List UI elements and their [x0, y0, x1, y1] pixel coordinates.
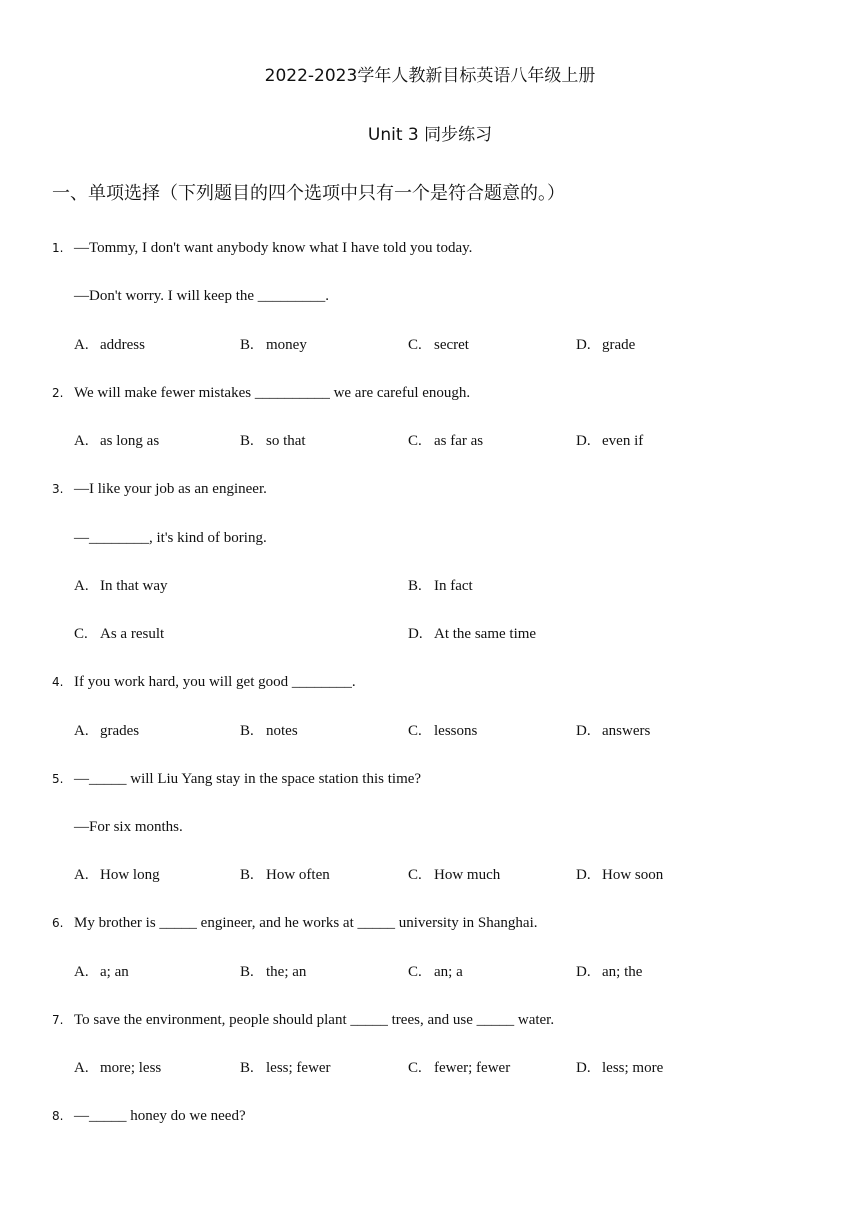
question-number: 8. [52, 1109, 64, 1123]
document-subtitle: Unit 3 同步练习 [367, 125, 493, 145]
question-7-stem: 7. To save the environment, people should plant _____ trees, and use _____ water. [52, 1012, 555, 1028]
question-5-option-d: D. How soon [576, 867, 664, 883]
question-1-option-b: B. money [240, 337, 307, 353]
question-1-line-2: —Don't worry. I will keep the _________. [74, 288, 330, 304]
question-3-option-c: C. As a result [74, 626, 165, 642]
question-6-stem: 6. My brother is _____ engineer, and he works at _____ university in Shanghai. [52, 915, 538, 931]
question-3-option-a: A. In that way [74, 578, 168, 594]
question-2-option-c: C. as far as [408, 433, 484, 449]
question-number: 5. [52, 772, 64, 786]
question-6-option-d: D. an; the [576, 964, 643, 980]
question-8-stem: 8. —_____ honey do we need? [52, 1108, 246, 1124]
document-title: 2022-2023学年人教新目标英语八年级上册 [264, 66, 596, 86]
question-4-option-c: C. lessons [408, 723, 478, 739]
question-6-option-a: A. a; an [74, 964, 129, 980]
question-3-option-d: D. At the same time [408, 626, 537, 642]
question-1-option-a: A. address [74, 337, 145, 353]
question-4-option-d: D. answers [576, 723, 651, 739]
question-number: 3. [52, 482, 64, 496]
question-2-option-b: B. so that [240, 433, 306, 449]
question-2-option-d: D. even if [576, 433, 644, 449]
question-5-option-c: C. How much [408, 867, 501, 883]
question-1-option-d: D. grade [576, 337, 636, 353]
question-2-stem: 2. We will make fewer mistakes __________ we are careful enough. [52, 385, 471, 401]
question-number: 6. [52, 916, 64, 930]
question-4-option-a: A. grades [74, 723, 140, 739]
question-7-option-c: C. fewer; fewer [408, 1060, 511, 1076]
question-5-option-a: A. How long [74, 867, 160, 883]
question-number: 2. [52, 386, 64, 400]
question-number: 7. [52, 1013, 64, 1027]
question-4-option-b: B. notes [240, 723, 298, 739]
question-7-option-b: B. less; fewer [240, 1060, 331, 1076]
question-5-stem: 5. —_____ will Liu Yang stay in the space station this time? [52, 771, 422, 787]
question-1-stem: 1. —Tommy, I don't want anybody know what I have told you today. [52, 240, 473, 256]
question-6-option-b: B. the; an [240, 964, 307, 980]
section-heading: 一、单项选择（下列题目的四个选项中只有一个是符合题意的。） [52, 183, 565, 204]
question-5-option-b: B. How often [240, 867, 330, 883]
question-number: 1. [52, 241, 64, 255]
question-2-option-a: A. as long as [74, 433, 160, 449]
question-3-line-2: —________, it's kind of boring. [74, 530, 267, 546]
question-1-option-c: C. secret [408, 337, 469, 353]
question-3-option-b: B. In fact [408, 578, 473, 594]
question-7-option-a: A. more; less [74, 1060, 162, 1076]
question-number: 4. [52, 675, 64, 689]
question-5-line-2: —For six months. [74, 819, 183, 835]
question-6-option-c: C. an; a [408, 964, 463, 980]
question-3-stem: 3. —I like your job as an engineer. [52, 481, 267, 497]
question-4-stem: 4. If you work hard, you will get good ________. [52, 674, 356, 690]
question-7-option-d: D. less; more [576, 1060, 664, 1076]
